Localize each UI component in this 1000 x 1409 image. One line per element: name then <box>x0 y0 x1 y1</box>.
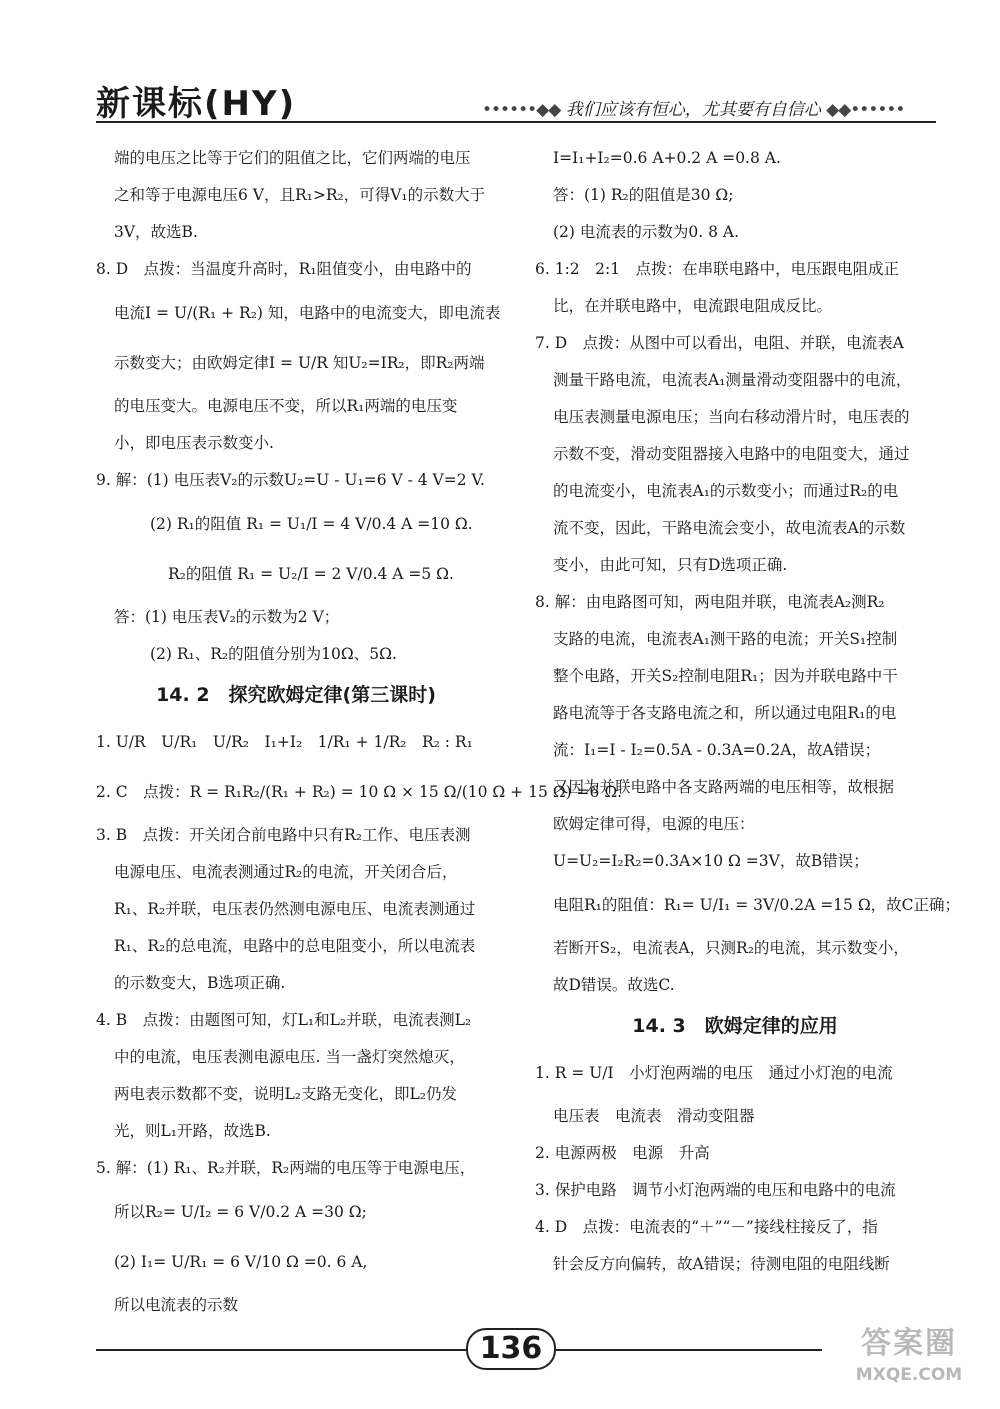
right-line: (2) 电流表的示数为0. 8 A. <box>553 223 740 241</box>
right-line: 若断开S₂，电流表A，只测R₂的电流，其示数变小， <box>553 939 909 957</box>
right-line: 针会反方向偏转，故A错误；待测电阻的电阻线断 <box>553 1255 890 1273</box>
left-line: R₁、R₂的总电流，电路中的总电阻变小，所以电流表 <box>114 937 476 955</box>
left-line: 两电表示数都不变，说明L₂支路无变化，即L₂仍发 <box>114 1085 458 1103</box>
answer-7: 7. D 点拨：从图中可以看出，电阻、并联，电流表A <box>535 334 904 352</box>
watermark-logo <box>834 1326 984 1396</box>
book-title: 新课标(HY) <box>96 84 297 124</box>
right-line: 流：I₁=I - I₂=0.5A - 0.3A=0.2A，故A错误； <box>553 741 881 759</box>
right-line: 比，在并联电路中，电流跟电阻成反比。 <box>553 297 833 315</box>
left-line: 之和等于电源电压6 V，且R₁>R₂，可得V₁的示数大于 <box>114 186 486 204</box>
left-line: (2) R₁的阻值 R₁ = U₁/I = 4 V/0.4 A =10 Ω. <box>150 515 473 533</box>
right-line: 电压表 电流表 滑动变阻器 <box>553 1107 755 1125</box>
left-line: 示数变大；由欧姆定律I = U/R 知U₂=IR₂，即R₂两端 <box>114 354 485 372</box>
right-line: 电阻R₁的阻值：R₁= U/I₁ = 3V/0.2A =15 Ω，故C正确； <box>553 896 961 914</box>
answer-1-right: 1. R = U/I 小灯泡两端的电压 通过小灯泡的电流 <box>535 1064 893 1082</box>
right-line: 故D错误。故选C. <box>553 976 675 994</box>
answer-1: 1. U/R U/R₁ U/R₂ I₁+I₂ 1/R₁ + 1/R₂ R₂ : R₁ <box>96 733 473 751</box>
left-line: R₁、R₂并联，电压表仍然测电源电压、电流表测通过 <box>114 900 476 918</box>
right-line: 整个电路，开关S₂控制电阻R₁；因为并联电路中干 <box>553 667 898 685</box>
left-line: 答：(1) 电压表V₂的示数为2 V； <box>114 608 340 626</box>
left-line: 端的电压之比等于它们的阻值之比，它们两端的电压 <box>114 149 471 167</box>
watermark-title: 答案圈 <box>861 1326 957 1361</box>
answer-5: 5. 解：(1) R₁、R₂并联，R₂两端的电压等于电源电压， <box>96 1159 476 1177</box>
section-heading-14-3: 14. 3 欧姆定律的应用 <box>632 1015 838 1037</box>
right-line: 欧姆定律可得，电源的电压： <box>553 815 755 833</box>
right-line: 流不变，因此，干路电流会变小，故电流表A的示数 <box>553 519 906 537</box>
right-line: 电压表测量电源电压；当向右移动滑片时，电压表的 <box>553 408 910 426</box>
motto-text: 我们应该有恒心，尤其要有自信心 <box>565 100 821 120</box>
right-line: 又因为并联电路中各支路两端的电压相等，故根据 <box>553 778 895 796</box>
left-line: (2) I₁= U/R₁ = 6 V/10 Ω =0. 6 A, <box>114 1253 368 1271</box>
right-line: 变小，由此可知，只有D选项正确. <box>553 556 788 574</box>
section-heading-14-2: 14. 2 探究欧姆定律(第三课时) <box>156 684 436 706</box>
left-line: (2) R₁、R₂的阻值分别为10Ω、5Ω. <box>150 645 397 663</box>
answer-4-right: 4. D 点拨：电流表的“＋”“－”接线柱接反了，指 <box>535 1218 878 1236</box>
left-line: 的示数变大，B选项正确. <box>114 974 286 992</box>
right-line: 答：(1) R₂的阻值是30 Ω; <box>553 186 734 204</box>
left-line: 所以R₂= U/I₂ = 6 V/0.2 A =30 Ω; <box>114 1203 367 1221</box>
right-line: I=I₁+I₂=0.6 A+0.2 A =0.8 A. <box>553 149 781 167</box>
left-line: 电流I = U/(R₁ + R₂) 知，电路中的电流变大，即电流表 <box>114 304 501 322</box>
answer-2: 2. C 点拨：R = R₁R₂/(R₁ + R₂) = 10 Ω × 15 Ω/(10 Ω + 15 Ω) =6 Ω. <box>96 783 623 801</box>
left-line: 3V，故选B. <box>114 223 198 241</box>
right-line: 示数不变，滑动变阻器接入电路中的电阻变大，通过 <box>553 445 910 463</box>
watermark-url: MXQE.COM <box>855 1365 963 1385</box>
answer-3-right: 3. 保护电路 调节小灯泡两端的电压和电路中的电流 <box>535 1181 896 1199</box>
right-line: 测量干路电流，电流表A₁测量滑动变阻器中的电流， <box>553 371 912 389</box>
answer-3: 3. B 点拨：开关闭合前电路中只有R₂工作、电压表测 <box>96 826 471 844</box>
left-line: 中的电流，电压表测电源电压. 当一盏灯突然熄灭， <box>114 1048 465 1066</box>
left-line: 小，即电压表示数变小. <box>114 434 274 452</box>
left-line: 的电压变大。电源电压不变，所以R₁两端的电压变 <box>114 397 458 415</box>
footer-divider-right <box>552 1349 822 1351</box>
answer-8: 8. D 点拨：当温度升高时，R₁阻值变小，由电路中的 <box>96 260 472 278</box>
left-line: 电源电压、电流表测通过R₂的电流，开关闭合后， <box>114 863 458 881</box>
right-line: 路电流等于各支路电流之和，所以通过电阻R₁的电 <box>553 704 897 722</box>
left-line: R₂的阻值 R₁ = U₂/I = 2 V/0.4 A =5 Ω. <box>168 565 454 583</box>
footer-divider-left <box>96 1349 468 1351</box>
page-number: 136 <box>466 1328 556 1370</box>
left-line: 光，则L₁开路，故选B. <box>114 1122 271 1140</box>
header-motto: ••••••◆◆ 我们应该有恒心，尤其要有自信心 ◆◆•••••• <box>482 100 905 120</box>
answer-9: 9. 解：(1) 电压表V₂的示数U₂=U - U₁=6 V - 4 V=2 V. <box>96 471 485 489</box>
answer-8-right: 8. 解：由电路图可知，两电阻并联，电流表A₂测R₂ <box>535 593 885 611</box>
right-line: 的电流变小，电流表A₁的示数变小；而通过R₂的电 <box>553 482 899 500</box>
header-divider <box>96 121 936 123</box>
right-line: U=U₂=I₂R₂=0.3A×10 Ω =3V，故B错误； <box>553 852 869 870</box>
right-column <box>535 140 961 1283</box>
answer-6: 6. 1:2 2:1 点拨：在串联电路中，电压跟电阻成正 <box>535 260 900 278</box>
left-line: 所以电流表的示数 <box>114 1296 239 1314</box>
answer-4: 4. B 点拨：由题图可知，灯L₁和L₂并联，电流表测L₂ <box>96 1011 472 1029</box>
answer-2-right: 2. 电源两极 电源 升高 <box>535 1144 710 1162</box>
right-line: 支路的电流，电流表A₁测干路的电流；开关S₁控制 <box>553 630 898 648</box>
